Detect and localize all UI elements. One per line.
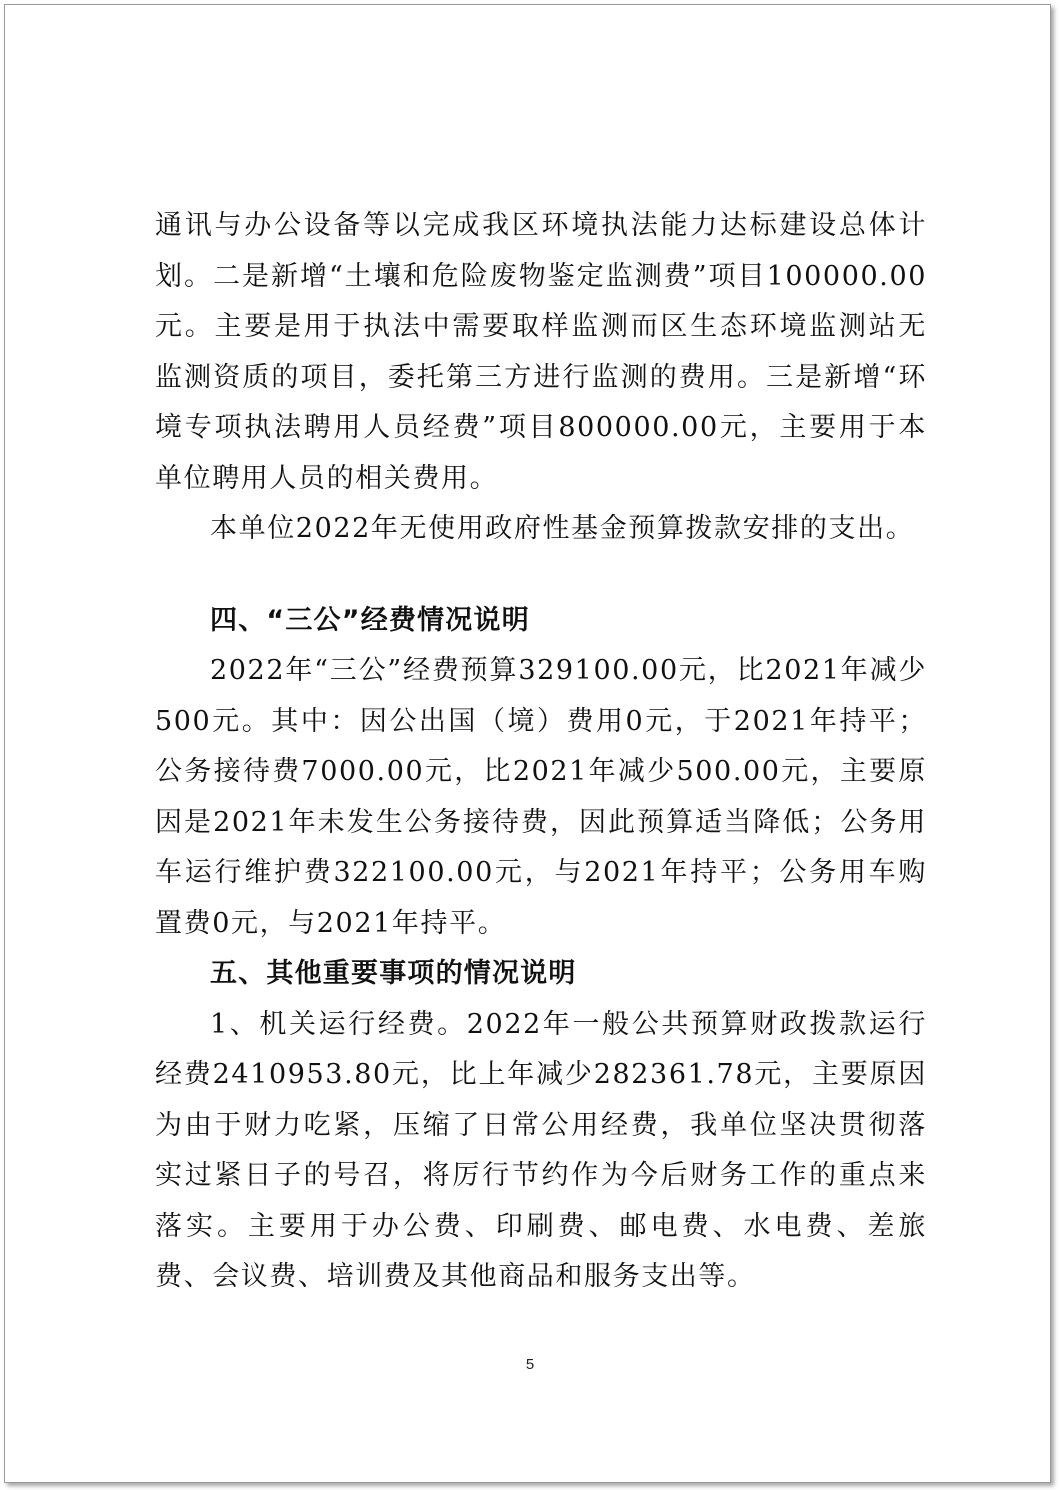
paragraph-government-fund: 本单位2022年无使用政府性基金预算拨款安排的支出。 [210,513,915,544]
page-number: 5 [525,1356,535,1373]
document-body [155,201,927,1303]
document-page [4,4,1051,1483]
paragraph-new-projects: 通讯与办公设备等以完成我区环境执法能力达标建设总体计划。二是新增“土壤和危险废物鉴定监测费”项目100000.00元。主要是用于执法中需要取样监测而区生态环境监测站无监测资质的项目，委托第三方进行监测的费用。三是新增“环境专项执法聘用人员经费”项目800000.00元，主要用于本单位聘用人员的相关费用。 [155,210,927,494]
paragraph-operating-expenses: 1、机关运行经费。2022年一般公共预算财政拨款运行经费2410953.80元，比上年减少282361.78元，主要原因为由于财力吃紧，压缩了日常公用经费，我单位坚决贯彻落实过紧日子的号召，将厉行节约作为今后财务工作的重点来落实。主要用于办公费、印刷费、邮电费、水电费、差旅费、会议费、培训费及其他商品和服务支出等。 [155,1008,927,1292]
section-heading-four: 四、“三公”经费情况说明 [210,604,530,636]
paragraph-three-public-expenses: 2022年“三公”经费预算329100.00元，比2021年减少500元。其中：因公出国（境）费用0元，于2021年持平；公务接待费7000.00元，比2021年减少500.00元，主要原因是2021年未发生公务接待费，因此预算适当降低；公务用车运行维护费322100.00元，与2021年持平；公务用车购置费0元，与2021年持平。 [155,655,927,939]
section-heading-five: 五、其他重要事项的情况说明 [210,958,577,989]
